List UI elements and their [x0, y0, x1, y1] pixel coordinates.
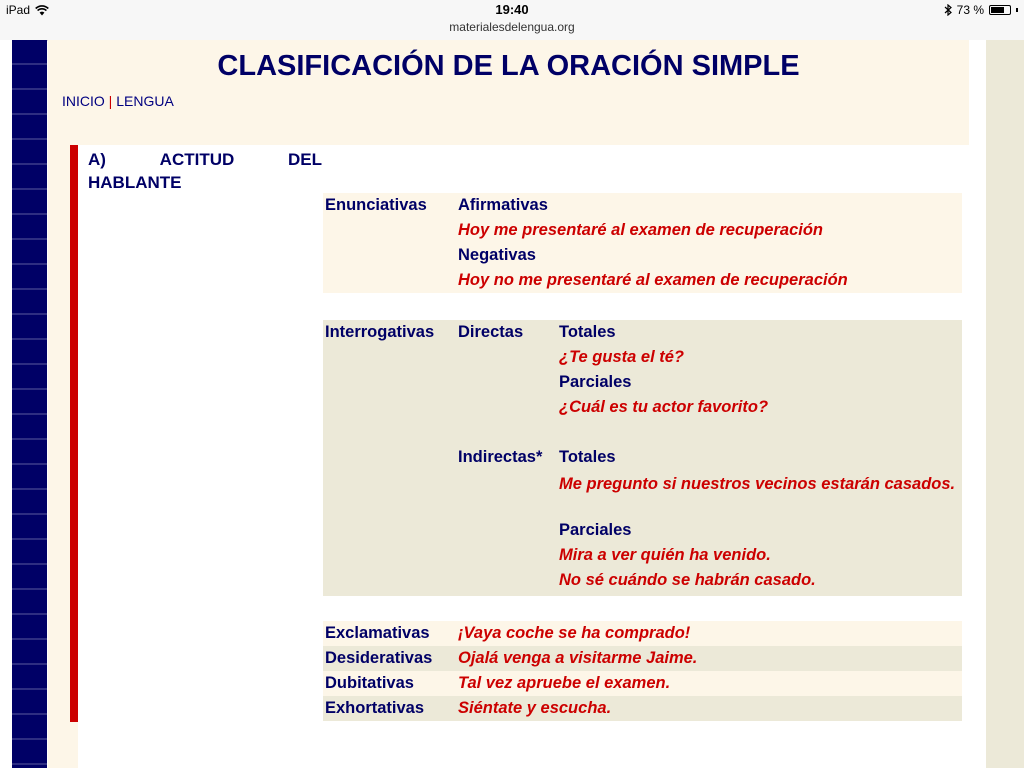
heading-word-2: ACTITUD [159, 150, 235, 169]
example-text: No sé cuándo se habrán casado. [559, 571, 816, 589]
battery-icon [989, 5, 1011, 15]
subsubtype-label: Totales [559, 448, 616, 466]
breadcrumb-section-link[interactable]: LENGUA [116, 93, 174, 109]
example-text: Siéntate y escucha. [458, 699, 612, 717]
table-row [323, 646, 962, 671]
breadcrumb-separator: | [108, 93, 113, 109]
subsubtype-label: Totales [559, 323, 616, 341]
table-row [323, 445, 962, 470]
breadcrumb [62, 93, 174, 109]
table-row [323, 671, 962, 696]
table-row [323, 395, 962, 420]
address-url[interactable]: materialesdelengua.org [449, 20, 575, 34]
table-row [323, 543, 962, 568]
example-text: ¡Vaya coche se ha comprado! [458, 624, 691, 642]
example-text: Hoy no me presentaré al examen de recuperación [458, 271, 848, 289]
example-text: ¿Cuál es tu actor favorito? [559, 398, 769, 416]
table-row [323, 243, 962, 268]
clock: 19:40 [495, 2, 529, 17]
table-row [323, 568, 962, 593]
table-row [323, 370, 962, 395]
status-right [944, 3, 1018, 17]
page-title: CLASIFICACIÓN DE LA ORACIÓN SIMPLE [217, 50, 800, 82]
example-text: Tal vez apruebe el examen. [458, 674, 671, 692]
heading-word-1: A) [88, 150, 106, 169]
breadcrumb-home-link[interactable]: INICIO [62, 93, 105, 109]
example-text: Ojalá venga a visitarme Jaime. [458, 649, 698, 667]
bluetooth-icon [944, 4, 952, 16]
section-red-bar [70, 145, 78, 722]
left-margin [0, 40, 12, 768]
subtype-label: Indirectas* [458, 448, 543, 466]
category-label: Dubitativas [325, 674, 414, 692]
category-label: Desiderativas [325, 649, 433, 667]
heading-line-2: HABLANTE [88, 173, 182, 192]
subtype-label: Afirmativas [458, 196, 548, 214]
right-white-strip [969, 40, 986, 768]
table-row [323, 268, 962, 293]
table-row [323, 518, 962, 543]
device-name: iPad [6, 3, 31, 17]
subsubtype-label: Parciales [559, 521, 632, 539]
table-row [323, 193, 962, 218]
table-row [323, 621, 962, 646]
table-row-spacer [323, 420, 962, 445]
example-text: Mira a ver quién ha venido. [559, 546, 771, 564]
right-beige-bar [986, 40, 1024, 768]
ios-status-bar [0, 0, 1024, 41]
category-label: Exhortativas [325, 699, 425, 717]
section-heading [88, 148, 322, 194]
example-text: ¿Te gusta el té? [559, 348, 684, 366]
subsubtype-label: Parciales [559, 373, 632, 391]
example-text: Hoy me presentaré al examen de recuperación [458, 221, 823, 239]
battery-fill [991, 7, 1004, 13]
category-label: Exclamativas [325, 624, 430, 642]
subtype-label: Directas [458, 323, 524, 341]
battery-percent: 73 % [956, 3, 984, 17]
table-row [323, 470, 962, 518]
table-row [323, 320, 962, 345]
category-label: Enunciativas [325, 196, 427, 214]
table-row [323, 218, 962, 243]
interrogativas-block [323, 320, 962, 596]
heading-word-3: DEL [288, 150, 322, 169]
category-label: Interrogativas [325, 323, 435, 341]
battery-nub [1016, 8, 1018, 12]
example-text: Me pregunto si nuestros vecinos estarán casados. [559, 475, 956, 493]
left-navy-bar [12, 40, 47, 768]
table-row [323, 696, 962, 721]
other-types-block [323, 621, 962, 721]
enunciativas-block [323, 193, 962, 293]
table-row [323, 345, 962, 370]
subtype-label: Negativas [458, 246, 536, 264]
